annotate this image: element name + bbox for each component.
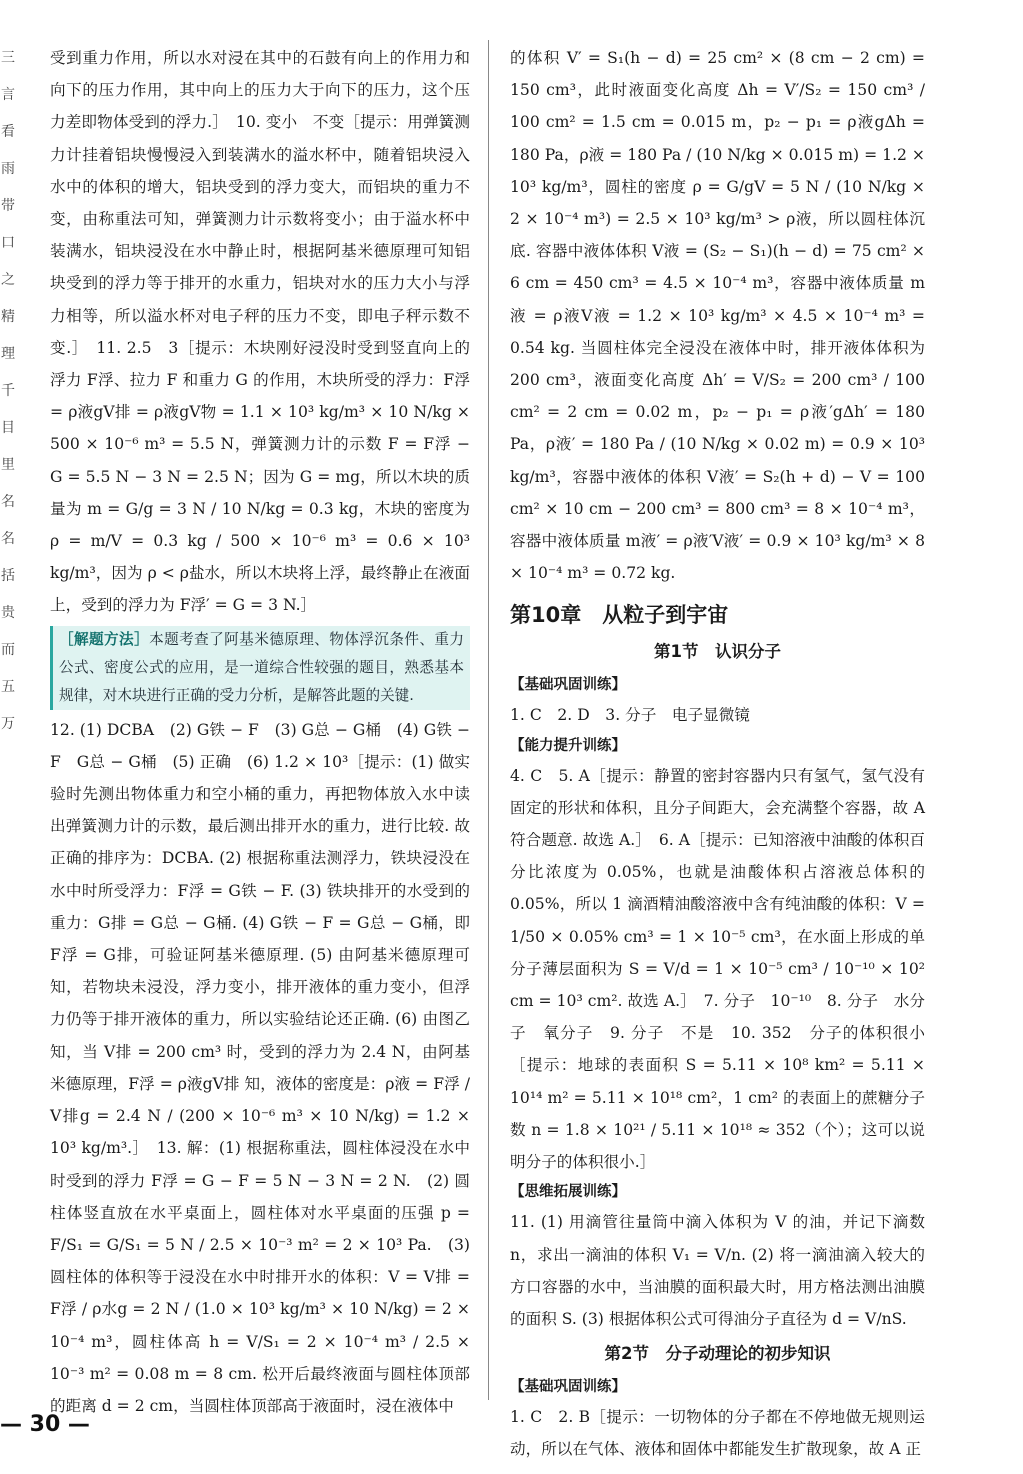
section-title: 第1节 认识分子 bbox=[654, 642, 781, 662]
gutter-char: 名 bbox=[1, 531, 15, 547]
tag-ability: 【能力提升训练】 bbox=[510, 737, 626, 754]
binding-margin bbox=[0, 40, 16, 1400]
solution-method-box bbox=[50, 626, 470, 710]
answer-paragraph: 4. C 5. A［提示：静置的密封容器内只有氢气，氢气没有固定的形状和体积，且分子间距大，会充满整个容器，故 A 符合题意. 故选 A.］ 6. A［提示：已知溶液中油酸的体积百分比浓度为 0.05%，也就是油酸体积占溶液总体积的 0.05%，所以 1 滴酒精油酸溶液中含有纯油酸的体积：V = 1/50 × 0.05% cm³ = 1 × 10⁻⁵ cm³，在水面上形成的单分子薄层面积为 S = V/d = 1 × 10⁻⁵ cm³ / 10⁻¹⁰ × 10² cm = 10³ cm². 故选 A.］ 7. 分子 10⁻¹⁰ 8. 分子 水分子 氧分子 9. 分子 不是 10. 352 分子的体积很小［提示：地球的表面积 S = 5.11 × 10⁸ km² = 5.11 × 10¹⁴ m² = 5.11 × 10¹⁸ cm²，1 cm² 的表面上的蔗糖分子数 n = 1.8 × 10²¹ / 5.11 × 10¹⁸ ≈ 352（个）；这可以说明分子的体积很小.］ bbox=[510, 766, 925, 1172]
answer-paragraph: 12. (1) DCBA (2) G铁 − F (3) G总 − G桶 (4) G铁 − F G总 − G桶 (5) 正确 (6) 1.2 × 10³［提示：(1) 做实验时先测出物体重力和空小桶的重力，再把物体放入水中读出弹簧测力计的示数，最后测出排开水的重力，进行比较. 故正确的排序为：DCBA. (2) 根据称重法测浮力，铁块浸没在水中时所受浮力：F浮 = G铁 − F. (3) 铁块排开的水受到的重力：G排 = G总 − G桶. (4) G铁 − F = G总 − G桶，即 F浮 = G排，可验证阿基米德原理. (5) 由阿基米德原理可知，若物块未浸没，浮力变小，排开液体的重力变小，但浮力仍等于排开液体的重力，所以实验结论还正确. (6) 由图乙知，当 V排 = 200 cm³ 时，受到的浮力为 2.4 N，由阿基米德原理，F浮 = ρ液gV排 知，液体的密度是：ρ液 = F浮 / V排g = 2.4 N / (200 × 10⁻⁶ m³ × 10 N/kg) = 1.2 × 10³ kg/m³.］ 13. 解：(1) 根据称重法，圆柱体浸没在水中时受到的浮力 F浮 = G − F = 5 N − 3 N = 2 N. (2) 圆柱体竖直放在水平桌面上，圆柱体对水平桌面的压强 p = F/S₁ = G/S₁ = 5 N / 2.5 × 10⁻³ m² = 2 × 10³ Pa. (3) 圆柱体的体积等于浸没在水中时排开水的体积：V = V排 = F浮 / ρ水g = 2 N / (1.0 × 10³ kg/m³ × 10 N/kg) = 2 × 10⁻⁴ m³，圆柱体高 h = V/S₁ = 2 × 10⁻⁴ m³ / 2.5 × 10⁻³ m² = 0.08 m = 8 cm. 松开后最终液面与圆柱体顶部的距离 d = 2 cm，当圆柱体顶部高于液面时，浸在液体中 bbox=[50, 720, 470, 1415]
gutter-char: 贵 bbox=[1, 605, 15, 621]
answer-paragraph: 1. C 2. D 3. 分子 电子显微镜 bbox=[510, 706, 750, 725]
column-divider bbox=[488, 40, 489, 1400]
gutter-char: 名 bbox=[1, 494, 15, 510]
gutter-char: 口 bbox=[1, 235, 15, 251]
gutter-char: 万 bbox=[1, 716, 15, 732]
gutter-char: 带 bbox=[1, 198, 15, 214]
gutter-char: 千 bbox=[1, 383, 15, 399]
gutter-char: 看 bbox=[1, 124, 15, 140]
gutter-char: 雨 bbox=[1, 161, 15, 177]
answer-paragraph: 受到重力作用，所以水对浸在其中的石鼓有向上的作用力和向下的压力作用，其中向上的压力大于向下的压力，这个压力差即物体受到的浮力.］ 10. 变小 不变［提示：用弹簧测力计挂着铝块慢慢浸入到装满水的溢水杯中，随着铝块浸入水中的体积的增大，铝块受到的浮力变大，而铝块的重力不变，由称重法可知，弹簧测力计示数将变小；由于溢水杯中装满水，铝块浸没在水中静止时，根据阿基米德原理可知铝块受到的浮力等于排开的水重力，铝块对水的压力大小与浮力相等，所以溢水杯对电子秤的压力不变，即电子秤示数不变.］ 11. 2.5 3［提示：木块刚好浸没时受到竖直向上的浮力 F浮、拉力 F 和重力 G 的作用，木块所受的浮力：F浮 = ρ液gV排 = ρ液gV物 = 1.1 × 10³ kg/m³ × 10 N/kg × 500 × 10⁻⁶ m³ = 5.5 N，弹簧测力计的示数 F = F浮 − G = 5.5 N − 3 N = 2.5 N；因为 G = mg，所以木块的质量为 m = G/g = 3 N / 10 N/kg = 0.3 kg，木块的密度为 ρ = m/V = 0.3 kg / 500 × 10⁻⁶ m³ = 0.6 × 10³ kg/m³，因为 ρ < ρ盐水，所以木块将上浮，最终静止在液面上，受到的浮力为 F浮′ = G = 3 N.］ bbox=[50, 49, 470, 615]
section-title: 第2节 分子动理论的初步知识 bbox=[604, 1344, 831, 1364]
chapter-title: 第10章 从粒子到宇宙 bbox=[510, 603, 729, 628]
gutter-char: 三 bbox=[1, 50, 15, 66]
answer-paragraph: 的体积 V′ = S₁(h − d) = 25 cm² × (8 cm − 2 cm) = 150 cm³，此时液面变化高度 Δh = V′/S₂ = 150 cm³ / 100 cm² = 1.5 cm = 0.015 m，p₂ − p₁ = ρ液gΔh = 180 Pa，ρ液 = 180 Pa / (10 N/kg × 0.015 m) = 1.2 × 10³ kg/m³，圆柱的密度 ρ = G/gV = 5 N / (10 N/kg × 2 × 10⁻⁴ m³) = 2.5 × 10³ kg/m³ > ρ液，所以圆柱体沉底. 容器中液体体积 V液 = (S₂ − S₁)(h − d) = 75 cm² × 6 cm = 450 cm³ = 4.5 × 10⁻⁴ m³，容器中液体质量 m液 = ρ液V液 = 1.2 × 10³ kg/m³ × 4.5 × 10⁻⁴ m³ = 0.54 kg. 当圆柱体完全浸没在液体中时，排开液体体积为 200 cm³，液面变化高度 Δh′ = V/S₂ = 200 cm³ / 100 cm² = 2 cm = 0.02 m，p₂ − p₁ = ρ液′gΔh′ = 180 Pa，ρ液′ = 180 Pa / (10 N/kg × 0.02 m) = 0.9 × 10³ kg/m³，容器中液体的体积 V液′ = S₂(h + d) − V = 100 cm² × 10 cm − 200 cm³ = 800 cm³ = 8 × 10⁻⁴ m³，容器中液体质量 m液′ = ρ液′V液′ = 0.9 × 10³ kg/m³ × 8 × 10⁻⁴ m³ = 0.72 kg. bbox=[510, 49, 925, 583]
gutter-char: 精 bbox=[1, 309, 15, 325]
method-text: 本题考查了阿基米德原理、物体浮沉条件、重力公式、密度公式的应用，是一道综合性较强的题目，熟悉基本规律，对木块进行正确的受力分析，是解答此题的关键. bbox=[59, 630, 464, 704]
answer-paragraph: 1. C 2. B［提示：一切物体的分子都在不停地做无规则运动，所以在气体、液体和固体中都能发生扩散现象，故 A 正 bbox=[510, 1408, 925, 1459]
gutter-char: 五 bbox=[1, 679, 15, 695]
gutter-char: 括 bbox=[1, 568, 15, 584]
gutter-char: 之 bbox=[1, 272, 15, 288]
left-column bbox=[50, 42, 470, 1422]
right-column bbox=[510, 42, 925, 1466]
tag-basic: 【基础巩固训练】 bbox=[510, 1379, 626, 1396]
answer-paragraph: 11. (1) 用滴管往量筒中滴入体积为 V 的油，并记下滴数 n，求出一滴油的体积 V₁ = V/n. (2) 将一滴油滴入较大的方口容器的水中，当油膜的面积最大时，用方格法测出油膜的面积 S. (3) 根据体积公式可得油分子直径为 d = V/nS. bbox=[510, 1213, 925, 1328]
tag-basic: 【基础巩固训练】 bbox=[510, 677, 626, 694]
gutter-char: 言 bbox=[1, 87, 15, 103]
method-label: ［解题方法］ bbox=[59, 630, 150, 648]
gutter-char: 里 bbox=[1, 457, 15, 473]
tag-thinking: 【思维拓展训练】 bbox=[510, 1184, 626, 1201]
gutter-char: 目 bbox=[1, 420, 15, 436]
gutter-char: 而 bbox=[1, 642, 15, 658]
page-number: — 30 — bbox=[0, 1412, 90, 1437]
gutter-char: 理 bbox=[1, 346, 15, 362]
